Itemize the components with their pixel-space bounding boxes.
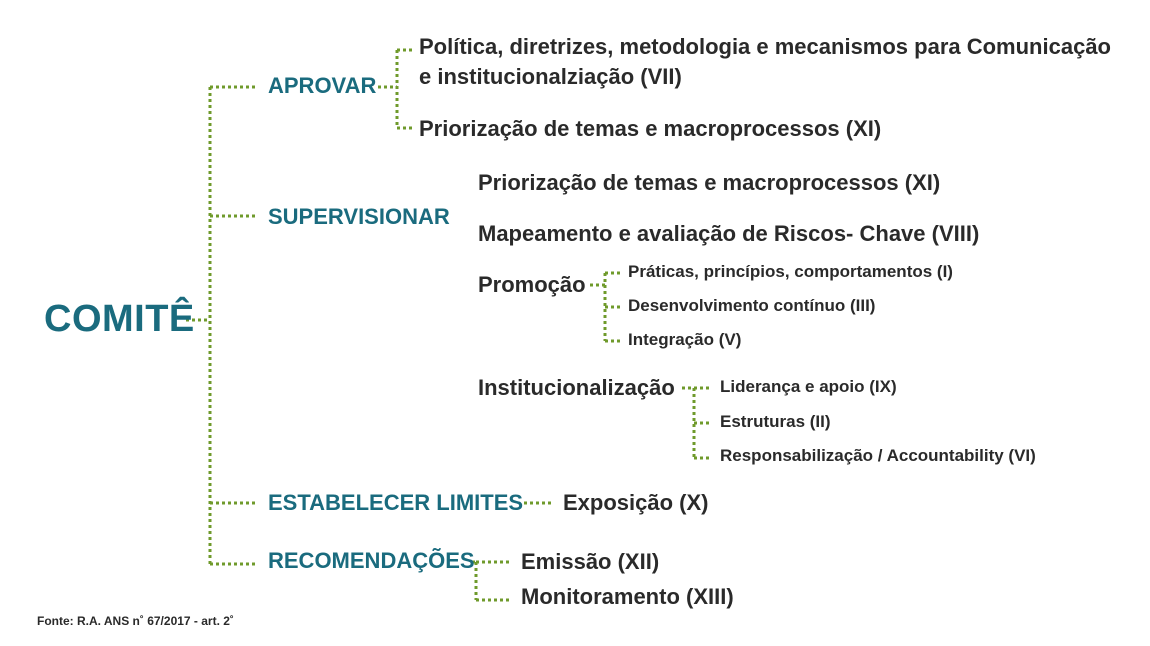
promocao-item-praticas: Práticas, princípios, comportamentos (I): [628, 262, 953, 281]
supervisionar-institucionalizacao-label: Institucionalização: [478, 375, 675, 400]
category-aprovar: APROVAR: [268, 73, 377, 98]
institucionalizacao-item-responsabilizacao: Responsabilização / Accountability (VI): [720, 446, 1036, 465]
recomendacoes-item-monitoramento: Monitoramento (XIII): [521, 584, 734, 609]
category-estabelecer-limites: ESTABELECER LIMITES: [268, 490, 524, 515]
supervisionar-item-priorizacao: Priorização de temas e macroprocessos (XI): [478, 170, 941, 195]
limites-item-exposicao: Exposição (X): [563, 490, 709, 515]
supervisionar-promocao-label: Promoção: [478, 272, 586, 297]
recomendacoes-item-emissao: Emissão (XII): [521, 549, 660, 574]
aprovar-item-politica-line1: Política, diretrizes, metodologia e mecanismos para Comunicação: [419, 34, 1111, 59]
category-supervisionar: SUPERVISIONAR: [268, 204, 450, 229]
aprovar-item-priorizacao: Priorização de temas e macroprocessos (XI): [419, 116, 882, 141]
category-recomendacoes: RECOMENDAÇÕES: [268, 548, 475, 573]
source-note: Fonte: R.A. ANS n˚ 67/2017 - art. 2˚: [37, 614, 234, 628]
root-node-comite: COMITÊ: [44, 298, 195, 340]
aprovar-item-politica-line2: e institucionalziação (VII): [419, 64, 682, 89]
institucionalizacao-item-estruturas: Estruturas (II): [720, 412, 831, 431]
supervisionar-item-mapeamento: Mapeamento e avaliação de Riscos- Chave (VIII): [478, 221, 980, 246]
promocao-item-desenvolvimento: Desenvolvimento contínuo (III): [628, 296, 876, 315]
promocao-item-integracao: Integração (V): [628, 330, 742, 349]
institucionalizacao-item-lideranca: Liderança e apoio (IX): [720, 377, 897, 396]
